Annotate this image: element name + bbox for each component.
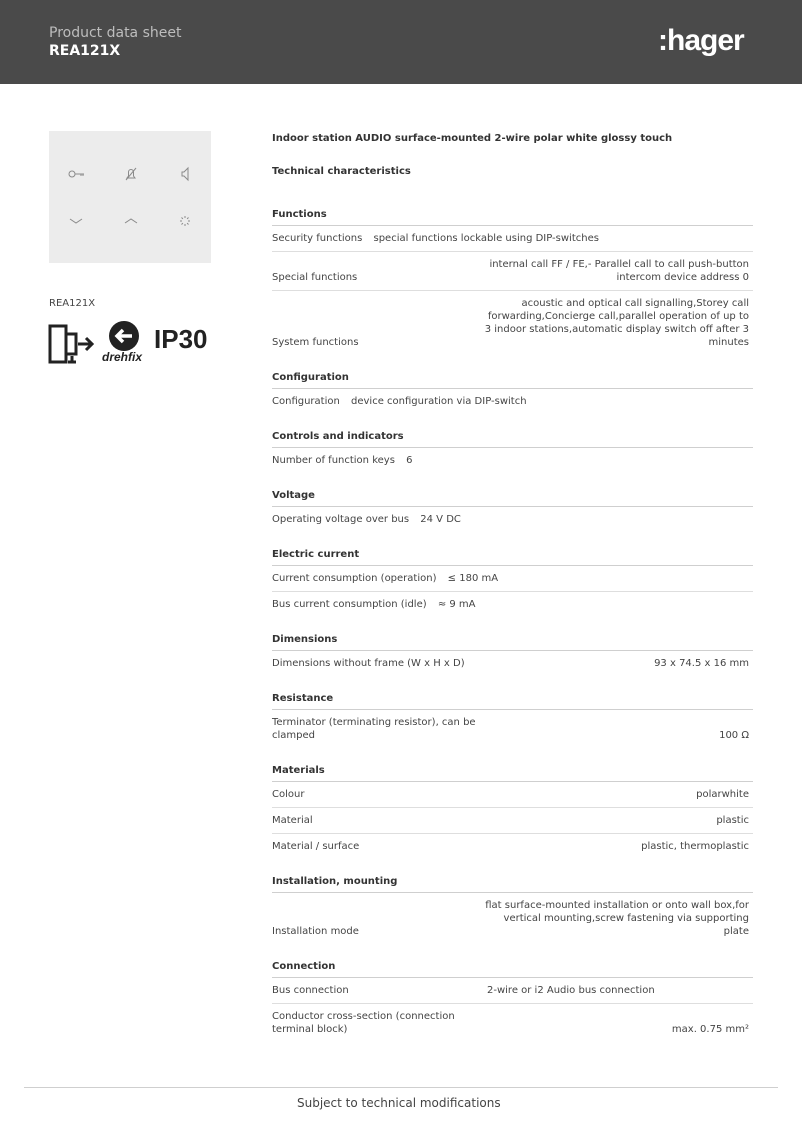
spec-label: Material / surface [272, 841, 360, 852]
spec-value: polarwhite [696, 789, 749, 800]
spec-content [272, 125, 753, 1042]
spec-label: Configuration [272, 396, 340, 407]
section-electric-current: Electric current [272, 549, 753, 566]
product-image [49, 131, 211, 263]
spec-row [272, 507, 753, 532]
spec-row [272, 226, 753, 252]
ip-rating-label: IP30 [154, 324, 208, 354]
spec-value: 93 x 74.5 x 16 mm [654, 658, 749, 669]
spec-row [272, 782, 753, 808]
spec-value: 2-wire or i2 Audio bus connection [487, 985, 655, 996]
section-controls: Controls and indicators [272, 431, 753, 448]
spec-value: internal call FF / FE,- Parallel call to call push-button intercom device address 0 [489, 259, 749, 283]
spec-label: Bus current consumption (idle) [272, 599, 427, 610]
speaker-icon [175, 164, 195, 184]
spec-label: Special functions [272, 272, 358, 283]
spec-row [272, 566, 753, 592]
light-icon [175, 211, 195, 231]
spec-label: Current consumption (operation) [272, 573, 437, 584]
brand-logo: :hager [658, 24, 744, 57]
spec-value: ≤ 180 mA [447, 573, 499, 584]
section-functions: Functions [272, 209, 753, 226]
spec-row [272, 448, 753, 473]
chevron-down-icon [66, 211, 86, 231]
chevron-up-icon [121, 211, 141, 231]
spec-row [272, 710, 753, 748]
spec-value: flat surface-mounted installation or onto wall box,for vertical mounting,screw fastening via supporting plate [485, 900, 749, 937]
spec-row [272, 808, 753, 834]
spec-label: Installation mode [272, 926, 359, 937]
spec-row [272, 834, 753, 859]
spec-label: Number of function keys [272, 455, 395, 466]
section-connection: Connection [272, 961, 753, 978]
spec-value: acoustic and optical call signalling,Storey call forwarding,Concierge call,parallel operation of up to 3 indoor stations,automatic display switch off after 3 minutes [484, 298, 749, 348]
section-materials: Materials [272, 765, 753, 782]
spec-row [272, 978, 753, 1004]
spec-value: 100 Ω [719, 730, 749, 741]
spec-value: max. 0.75 mm² [671, 1024, 749, 1035]
section-resistance: Resistance [272, 693, 753, 710]
spec-row [272, 592, 753, 617]
spec-label: Terminator (terminating resistor), can be clamped [272, 717, 476, 741]
drehfix-label: drehfix [102, 350, 143, 364]
spec-row [272, 893, 753, 944]
spec-row [272, 252, 753, 291]
spec-label: System functions [272, 337, 359, 348]
product-reference-small: REA121X [49, 298, 96, 309]
section-installation: Installation, mounting [272, 876, 753, 893]
spec-label: Material [272, 815, 313, 826]
spec-row [272, 291, 753, 355]
spec-value: 24 V DC [420, 514, 461, 525]
spec-row [272, 651, 753, 676]
doc-type-label: Product data sheet [49, 25, 182, 41]
spec-label: Conductor cross-section (connection terminal block) [272, 1011, 455, 1035]
spec-label: Security functions [272, 233, 363, 244]
section-voltage: Voltage [272, 490, 753, 507]
product-reference: REA121X [49, 43, 121, 59]
spec-value: plastic [716, 815, 749, 826]
spec-label: Dimensions without frame (W x H x D) [272, 658, 465, 669]
spec-row [272, 389, 753, 414]
spec-label: Bus connection [272, 985, 349, 996]
spec-value: 6 [406, 455, 413, 466]
spec-row [272, 1004, 753, 1042]
footer-divider [24, 1087, 778, 1088]
surface-mount-icon [48, 322, 98, 366]
tech-characteristics-heading: Technical characteristics [272, 166, 411, 177]
certification-badges [48, 320, 218, 366]
spec-label: Colour [272, 789, 305, 800]
key-icon [66, 164, 86, 184]
spec-value: ≈ 9 mA [437, 599, 476, 610]
spec-value: special functions lockable using DIP-switches [373, 233, 599, 244]
spec-value: plastic, thermoplastic [641, 841, 749, 852]
footer-note: Subject to technical modifications [297, 1096, 501, 1110]
section-dimensions: Dimensions [272, 634, 753, 651]
product-title: Indoor station AUDIO surface-mounted 2-wire polar white glossy touch [272, 133, 673, 144]
bell-mute-icon [121, 164, 141, 184]
spec-value: device configuration via DIP-switch [351, 396, 527, 407]
header-bar [0, 0, 802, 84]
section-configuration: Configuration [272, 372, 753, 389]
drehfix-arrow-icon [108, 320, 140, 352]
spec-label: Operating voltage over bus [272, 514, 410, 525]
